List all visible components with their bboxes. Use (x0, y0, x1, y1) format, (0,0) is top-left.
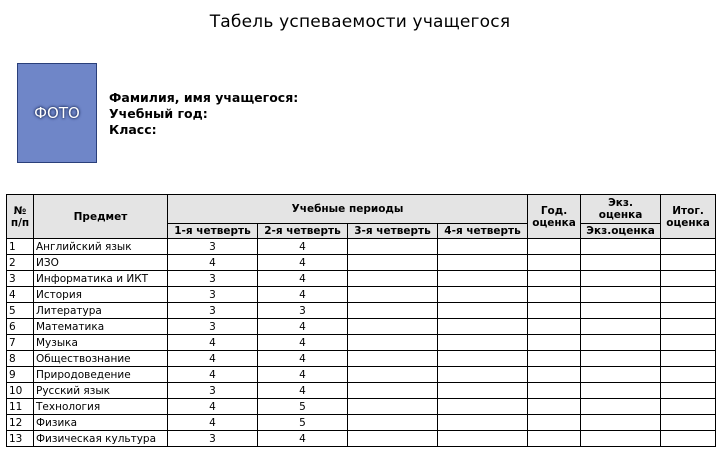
row-exam (581, 303, 661, 319)
row-quarter-2: 4 (258, 351, 348, 367)
row-quarter-4 (438, 415, 528, 431)
row-exam (581, 383, 661, 399)
row-quarter-4 (438, 367, 528, 383)
row-exam (581, 239, 661, 255)
row-annual (528, 367, 581, 383)
row-exam (581, 271, 661, 287)
row-quarter-1: 4 (168, 399, 258, 415)
row-subject: Физическая культура (34, 431, 168, 447)
row-quarter-1: 4 (168, 335, 258, 351)
row-annual (528, 351, 581, 367)
row-annual (528, 335, 581, 351)
row-final (661, 335, 716, 351)
row-quarter-3 (348, 335, 438, 351)
row-quarter-2: 5 (258, 415, 348, 431)
row-number: 10 (7, 383, 34, 399)
row-quarter-2: 4 (258, 239, 348, 255)
table-row (7, 399, 716, 415)
row-final (661, 367, 716, 383)
row-quarter-4 (438, 239, 528, 255)
row-subject: Обществознание (34, 351, 168, 367)
row-number: 8 (7, 351, 34, 367)
row-quarter-4 (438, 399, 528, 415)
row-exam (581, 399, 661, 415)
table-row (7, 287, 716, 303)
row-quarter-1: 3 (168, 239, 258, 255)
student-name-label: Фамилия, имя учащегося: (109, 90, 299, 105)
row-quarter-3 (348, 383, 438, 399)
row-number: 7 (7, 335, 34, 351)
page-title: Табель успеваемости учащегося (209, 12, 511, 32)
table-row (7, 239, 716, 255)
row-subject: Технология (34, 399, 168, 415)
header-subject: Предмет (34, 195, 168, 239)
row-number: 5 (7, 303, 34, 319)
header-annual: Год. оценка (528, 195, 581, 239)
row-quarter-2: 4 (258, 367, 348, 383)
row-annual (528, 287, 581, 303)
row-final (661, 319, 716, 335)
photo-placeholder (17, 63, 97, 163)
row-subject: История (34, 287, 168, 303)
header-exam-sub: Экз.оценка (581, 224, 661, 239)
row-quarter-4 (438, 303, 528, 319)
row-quarter-2: 4 (258, 383, 348, 399)
row-subject: Природоведение (34, 367, 168, 383)
header-number: № п/п (7, 195, 34, 239)
row-quarter-3 (348, 319, 438, 335)
row-quarter-2: 5 (258, 399, 348, 415)
header-periods: Учебные периоды (168, 195, 528, 224)
row-exam (581, 351, 661, 367)
row-quarter-2: 3 (258, 303, 348, 319)
row-quarter-1: 3 (168, 319, 258, 335)
row-annual (528, 399, 581, 415)
row-final (661, 351, 716, 367)
header-final: Итог. оценка (661, 195, 716, 239)
row-number: 3 (7, 271, 34, 287)
row-quarter-3 (348, 239, 438, 255)
table-row (7, 367, 716, 383)
row-quarter-3 (348, 431, 438, 447)
row-quarter-2: 4 (258, 255, 348, 271)
row-quarter-4 (438, 255, 528, 271)
class-label: Класс: (109, 122, 157, 137)
row-quarter-1: 3 (168, 383, 258, 399)
row-exam (581, 287, 661, 303)
row-annual (528, 239, 581, 255)
row-quarter-2: 4 (258, 335, 348, 351)
row-exam (581, 367, 661, 383)
row-quarter-1: 3 (168, 303, 258, 319)
row-quarter-3 (348, 271, 438, 287)
row-quarter-2: 4 (258, 271, 348, 287)
row-annual (528, 383, 581, 399)
row-final (661, 383, 716, 399)
header-quarter-3: 3-я четверть (348, 224, 438, 239)
row-annual (528, 431, 581, 447)
row-quarter-3 (348, 303, 438, 319)
table-row (7, 383, 716, 399)
row-quarter-2: 4 (258, 431, 348, 447)
row-annual (528, 271, 581, 287)
row-quarter-4 (438, 287, 528, 303)
row-exam (581, 319, 661, 335)
row-quarter-4 (438, 351, 528, 367)
table-row (7, 415, 716, 431)
row-exam (581, 415, 661, 431)
row-quarter-3 (348, 255, 438, 271)
row-subject: Музыка (34, 335, 168, 351)
row-number: 12 (7, 415, 34, 431)
school-year-label: Учебный год: (109, 106, 208, 121)
row-final (661, 431, 716, 447)
row-quarter-4 (438, 271, 528, 287)
row-quarter-3 (348, 367, 438, 383)
row-quarter-3 (348, 415, 438, 431)
row-exam (581, 431, 661, 447)
table-row (7, 335, 716, 351)
row-subject: Информатика и ИКТ (34, 271, 168, 287)
student-info (109, 90, 298, 138)
row-final (661, 303, 716, 319)
table-header-row (7, 195, 716, 224)
row-annual (528, 319, 581, 335)
row-final (661, 271, 716, 287)
row-exam (581, 335, 661, 351)
row-quarter-4 (438, 383, 528, 399)
row-quarter-1: 3 (168, 431, 258, 447)
row-annual (528, 303, 581, 319)
row-quarter-1: 4 (168, 367, 258, 383)
row-quarter-2: 4 (258, 287, 348, 303)
row-quarter-2: 4 (258, 319, 348, 335)
row-quarter-4 (438, 319, 528, 335)
row-final (661, 399, 716, 415)
row-subject: Математика (34, 319, 168, 335)
row-quarter-3 (348, 351, 438, 367)
table-row (7, 255, 716, 271)
row-number: 11 (7, 399, 34, 415)
row-final (661, 287, 716, 303)
row-subject: Русский язык (34, 383, 168, 399)
row-quarter-3 (348, 399, 438, 415)
photo-label: ФОТО (34, 104, 80, 122)
row-final (661, 255, 716, 271)
table-row (7, 319, 716, 335)
row-quarter-4 (438, 335, 528, 351)
row-quarter-3 (348, 287, 438, 303)
table-row (7, 271, 716, 287)
header-quarter-2: 2-я четверть (258, 224, 348, 239)
row-annual (528, 415, 581, 431)
table-row (7, 431, 716, 447)
row-subject: Физика (34, 415, 168, 431)
row-exam (581, 255, 661, 271)
row-subject: Литература (34, 303, 168, 319)
row-number: 1 (7, 239, 34, 255)
row-number: 9 (7, 367, 34, 383)
row-annual (528, 255, 581, 271)
row-final (661, 415, 716, 431)
row-subject: Английский язык (34, 239, 168, 255)
row-quarter-1: 3 (168, 287, 258, 303)
row-subject: ИЗО (34, 255, 168, 271)
row-quarter-1: 3 (168, 271, 258, 287)
row-quarter-1: 4 (168, 415, 258, 431)
row-number: 13 (7, 431, 34, 447)
row-number: 2 (7, 255, 34, 271)
row-number: 6 (7, 319, 34, 335)
table-row (7, 351, 716, 367)
row-number: 4 (7, 287, 34, 303)
header-quarter-4: 4-я четверть (438, 224, 528, 239)
table-row (7, 303, 716, 319)
row-quarter-4 (438, 431, 528, 447)
row-quarter-1: 4 (168, 255, 258, 271)
row-quarter-1: 4 (168, 351, 258, 367)
header-quarter-1: 1-я четверть (168, 224, 258, 239)
row-final (661, 239, 716, 255)
header-exam: Экз. оценка (581, 195, 661, 224)
grades-table (6, 194, 716, 447)
